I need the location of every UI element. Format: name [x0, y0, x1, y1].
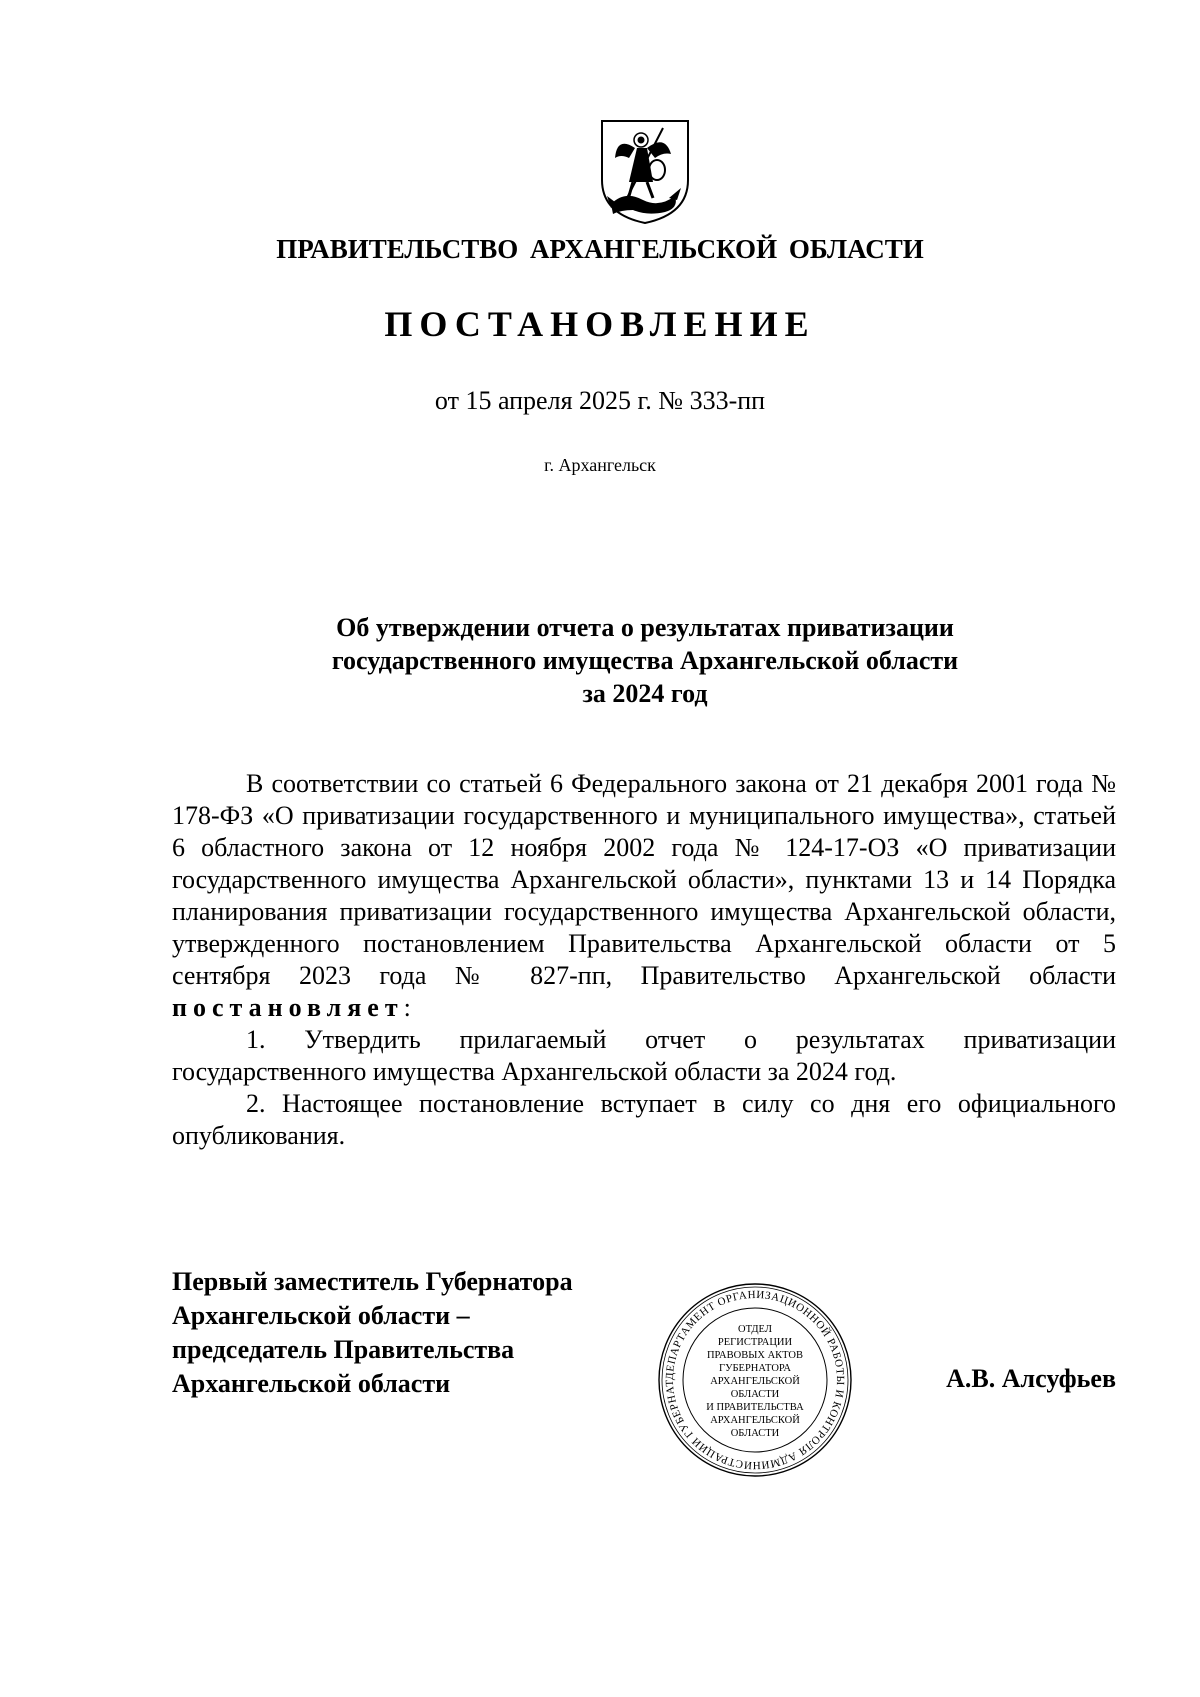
city: г. Архангельск [544, 455, 656, 475]
item-2-paragraph: 2. Настоящее постановление вступает в силу со дня его официального опубликования. [172, 1089, 1116, 1150]
item-1-paragraph: 1. Утвердить прилагаемый отчет о результатах приватизации государственного имущества Архангельской области за 2024 год. [172, 1025, 1116, 1086]
seal-text-line: ГУБЕРНАТОРА [719, 1363, 791, 1374]
signer-title-line: Первый заместитель Губернатора [172, 1267, 573, 1296]
signer-name: А.В. Алсуфьев [946, 1364, 1116, 1393]
signer-title [172, 1265, 573, 1401]
archangel-coat-of-arms-icon [599, 118, 691, 226]
seal-text-line: И ПРАВИТЕЛЬСТВА [706, 1402, 804, 1413]
official-seal [655, 1280, 855, 1480]
signer-title-line: Архангельской области [172, 1369, 451, 1398]
document-subject [190, 611, 1100, 710]
subject-line: за 2024 год [582, 679, 708, 708]
document-type: ПОСТАНОВЛЕНИЕ [384, 304, 816, 344]
seal-ring-text: ДЕПАРТАМЕНТ ОРГАНИЗАЦИОННОЙ РАБОТЫ И КОНТРОЛЯ АДМИНИСТРАЦИИ ГУБЕРНАТ [663, 1288, 847, 1472]
signer-title-line: председатель Правительства [172, 1335, 515, 1364]
document-body [172, 768, 1116, 1152]
seal-text-line: АРХАНГЕЛЬСКОЙ [710, 1376, 800, 1387]
seal-text-line: ОБЛАСТИ [730, 1428, 780, 1439]
subject-line: Об утверждении отчета о результатах приватизации [336, 613, 954, 642]
seal-text-line: ОТДЕЛ [738, 1324, 772, 1335]
seal-text-line: РЕГИСТРАЦИИ [717, 1337, 793, 1348]
document-date-number: от 15 апреля 2025 г. № 333-пп [434, 386, 766, 415]
seal-text-line: ПРАВОВЫХ АКТОВ [706, 1350, 804, 1361]
government-name: ПРАВИТЕЛЬСТВО АРХАНГЕЛЬСКОЙ ОБЛАСТИ [276, 234, 924, 264]
subject-line: государственного имущества Архангельской области [331, 646, 959, 675]
seal-text-line: ОБЛАСТИ [730, 1389, 780, 1400]
preamble-text: В соответствии со статьей 6 Федерального закона от 21 декабря 2001 года № 178-ФЗ «О приватизации государственного и муниципального имущества», статьей 6 областного закона от 12 ноября 2002 года № 124-17-ОЗ «О приватизации государственного имущества Архангельской области», пунктами 13 и 14 Порядка планирования приватизации государственного имущества Архангельской области, утвержденного постановлением Правительства Архангельской области от 5 сентября 2023 года № 827-пп, Правительство Архангельской области [172, 769, 1116, 990]
resolves-word: постановляет [172, 993, 404, 1022]
signer-title-line: Архангельской области – [172, 1301, 470, 1330]
seal-text-line: АРХАНГЕЛЬСКОЙ [710, 1415, 800, 1426]
preamble-paragraph [172, 768, 1116, 1024]
colon: : [403, 993, 411, 1022]
